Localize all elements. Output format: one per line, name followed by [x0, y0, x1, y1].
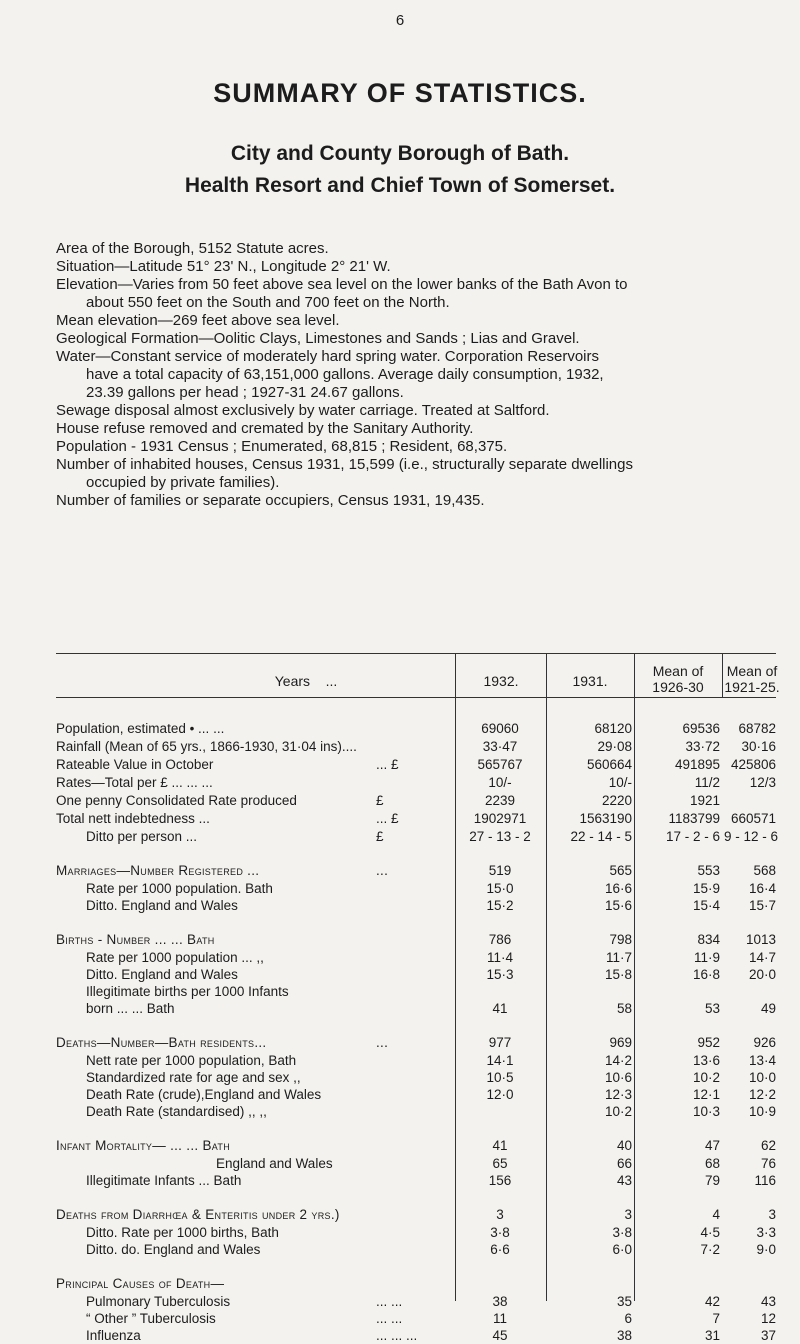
fact-line: occupied by private families).	[86, 474, 280, 491]
table-row	[56, 1207, 776, 1223]
cell-1931: 15·6	[604, 898, 632, 913]
row-label	[216, 1156, 333, 1172]
cell-mean-1921-25: 1013	[745, 932, 776, 947]
row-label	[86, 1173, 241, 1189]
table-row	[56, 1276, 776, 1292]
row-label	[86, 950, 264, 966]
row-label-text: Illegitimate Infants ... Bath	[86, 1173, 242, 1188]
cell-mean-1926-30: 79	[704, 1173, 720, 1188]
subtitle-health-resort: Health Resort and Chief Town of Somerset.	[184, 174, 616, 197]
cell-mean-1926-30: 834	[697, 932, 720, 947]
cell-mean-1921-25: 76	[760, 1156, 776, 1171]
row-label-unit: ... ... ...	[376, 1328, 418, 1343]
cell-1931: 68120	[594, 721, 632, 736]
cell-1931: 38	[616, 1328, 632, 1343]
row-label-text: Deaths from Diarrhœa & Enteritis under 2 yrs.)	[56, 1207, 340, 1222]
fact-line: 23.39 gallons per head ; 1927-31 24.67 gallons.	[86, 384, 404, 401]
row-label-text: Deaths—Number—Bath residents...	[56, 1035, 267, 1050]
table-row	[56, 739, 776, 755]
row-label-text: Pulmonary Tuberculosis	[86, 1294, 231, 1309]
table-row	[56, 1311, 776, 1327]
row-label-unit: ... ...	[376, 1294, 403, 1309]
row-label-unit: ...	[376, 1035, 389, 1050]
cell-mean-1921-25: 30·16	[741, 739, 776, 754]
table-row	[56, 863, 776, 879]
cell-mean-1926-30: 53	[704, 1001, 720, 1016]
fact-line: Area of the Borough, 5152 Statute acres.	[56, 240, 329, 257]
cell-mean-1921-25: 12·2	[748, 1087, 776, 1102]
row-label	[86, 829, 384, 845]
cell-1932: 977	[488, 1035, 512, 1050]
fact-line: Number of families or separate occupiers, Census 1931, 19,435.	[56, 492, 485, 509]
cell-1931: 10·6	[604, 1070, 632, 1085]
row-label	[86, 898, 238, 914]
row-label	[86, 1070, 301, 1086]
cell-mean-1921-25: 926	[753, 1035, 776, 1050]
row-label-unit: ...	[376, 863, 389, 878]
cell-1932: 69060	[481, 721, 519, 736]
cell-mean-1926-30: 68	[704, 1156, 720, 1171]
cell-1932: 41	[492, 1001, 508, 1016]
header-1932: 1932.	[483, 673, 519, 689]
row-label-text: Rate per 1000 population ... ,,	[86, 950, 264, 965]
cell-mean-1926-30: 10·3	[692, 1104, 720, 1119]
row-label-text: Infant Mortality— ... ... Bath	[56, 1138, 231, 1153]
table-row	[56, 1242, 776, 1258]
cell-mean-1926-30: 47	[704, 1138, 720, 1153]
cell-1932: 786	[488, 932, 512, 947]
cell-1932: 45	[492, 1328, 508, 1343]
fact-line: Mean elevation—269 feet above sea level.	[56, 312, 340, 329]
row-label-text: Standardized rate for age and sex ,,	[86, 1070, 301, 1085]
fact-line: Situation—Latitude 51° 23' N., Longitude 2° 21' W.	[56, 258, 391, 275]
table-row	[56, 881, 776, 897]
fact-line: Sewage disposal almost exclusively by water carriage. Treated at Saltford.	[56, 402, 550, 419]
page-number: 6	[395, 12, 405, 29]
cell-mean-1921-25: 12/3	[749, 775, 776, 790]
row-label	[56, 739, 357, 755]
cell-mean-1926-30: 4	[712, 1207, 720, 1222]
row-label-text: “ Other ” Tuberculosis	[86, 1311, 216, 1326]
table-row	[56, 898, 776, 914]
cell-mean-1926-30: 10·2	[692, 1070, 720, 1085]
fact-line: Population - 1931 Census ; Enumerated, 68,815 ; Resident, 68,375.	[56, 438, 508, 455]
cell-mean-1921-25: 37	[760, 1328, 776, 1343]
cell-1931: 22 - 14 - 5	[570, 829, 632, 844]
header-mean-1921-25: Mean of 1921-25.	[724, 663, 780, 695]
cell-1932: 6·6	[490, 1242, 510, 1257]
cell-1932: 41	[492, 1138, 508, 1153]
general-facts	[56, 240, 776, 510]
row-label-text: Rates—Total per £ ... ... ...	[56, 775, 213, 790]
cell-1932: 156	[488, 1173, 512, 1188]
fact-line: about 550 feet on the South and 700 feet on the North.	[86, 294, 450, 311]
table-top-rule	[56, 653, 776, 654]
table-row	[56, 775, 776, 791]
cell-1932: 33·47	[482, 739, 518, 754]
cell-1931: 14·2	[604, 1053, 632, 1068]
table-row	[56, 1138, 776, 1154]
row-label-text: Principal Causes of Death—	[56, 1276, 225, 1291]
table-row	[56, 1328, 776, 1344]
row-label	[56, 1138, 230, 1154]
row-label-text: England and Wales	[216, 1156, 333, 1171]
row-label-unit: £	[376, 829, 384, 844]
row-label	[56, 775, 213, 791]
row-label	[86, 881, 273, 897]
row-label	[56, 932, 215, 948]
row-label-text: Rate per 1000 population. Bath	[86, 881, 273, 896]
cell-1932: 11·4	[486, 950, 514, 965]
cell-mean-1921-25: 68782	[738, 721, 776, 736]
cell-1932: 10/-	[488, 775, 512, 790]
row-label	[86, 1104, 267, 1120]
header-mean-1926-30: Mean of 1926-30	[652, 663, 704, 695]
cell-mean-1921-25: 10·9	[748, 1104, 776, 1119]
cell-mean-1921-25: 9 - 12 - 6	[724, 829, 779, 844]
table-row	[56, 1173, 776, 1189]
row-label	[56, 757, 399, 773]
cell-mean-1921-25: 3·3	[756, 1225, 776, 1240]
cell-mean-1926-30: 16·8	[692, 967, 720, 982]
cell-mean-1921-25: 10·0	[748, 1070, 776, 1085]
table-row	[56, 967, 776, 983]
row-label	[86, 984, 289, 1000]
cell-mean-1926-30: 33·72	[685, 739, 720, 754]
cell-mean-1921-25: 14·7	[748, 950, 776, 965]
cell-mean-1921-25: 3	[768, 1207, 776, 1222]
cell-1932: 27 - 13 - 2	[469, 829, 531, 844]
table-header-rule	[56, 697, 776, 698]
row-label	[86, 1311, 403, 1327]
cell-1932: 565767	[477, 757, 523, 772]
row-label	[56, 793, 384, 809]
row-label-text: Marriages—Number Registered ...	[56, 863, 260, 878]
cell-mean-1926-30: 11·9	[693, 950, 720, 965]
fact-line: House refuse removed and cremated by the Sanitary Authority.	[56, 420, 474, 437]
cell-1932: 10·5	[486, 1070, 514, 1085]
cell-mean-1921-25: 15·7	[748, 898, 776, 913]
row-label-text: born ... ... Bath	[86, 1001, 175, 1016]
row-label	[56, 1035, 389, 1051]
row-label-text: Ditto per person ...	[86, 829, 198, 844]
cell-1931: 11·7	[605, 950, 632, 965]
cell-mean-1921-25: 43	[760, 1294, 776, 1309]
row-label-text: Total nett indebtedness ...	[56, 811, 210, 826]
row-label-text: Death Rate (standardised) ,, ,,	[86, 1104, 267, 1119]
cell-1931: 66	[616, 1156, 632, 1171]
cell-1932: 38	[492, 1294, 508, 1309]
cell-1931: 560664	[586, 757, 632, 772]
cell-mean-1926-30: 17 - 2 - 6	[665, 829, 720, 844]
row-label	[86, 1328, 418, 1344]
row-label-text: Births - Number ... ... Bath	[56, 932, 215, 947]
fact-line: Water—Constant service of moderately hard spring water. Corporation Reservoirs	[56, 348, 600, 365]
cell-mean-1926-30: 42	[704, 1294, 720, 1309]
table-row	[56, 1225, 776, 1241]
cell-1931: 2220	[601, 793, 632, 808]
cell-1932: 15·2	[486, 898, 514, 913]
row-label	[86, 1225, 279, 1241]
cell-mean-1926-30: 11/2	[694, 775, 720, 790]
cell-mean-1926-30: 12·1	[692, 1087, 720, 1102]
row-label-unit: ... £	[376, 757, 399, 772]
cell-mean-1921-25: 12	[760, 1311, 776, 1326]
row-label	[86, 967, 238, 983]
fact-line: have a total capacity of 63,151,000 gallons. Average daily consumption, 1932,	[86, 366, 604, 383]
table-row	[56, 811, 776, 827]
cell-1931: 6·0	[612, 1242, 632, 1257]
cell-mean-1921-25: 568	[753, 863, 776, 878]
table-row	[56, 1087, 776, 1103]
row-label-text: Illegitimate births per 1000 Infants	[86, 984, 289, 999]
table-row	[56, 1156, 776, 1172]
header-1931: 1931.	[572, 673, 608, 689]
cell-1932: 15·3	[486, 967, 514, 982]
row-label-text: Influenza	[86, 1328, 141, 1343]
cell-1932: 65	[492, 1156, 508, 1171]
cell-mean-1921-25: 20·0	[748, 967, 776, 982]
cell-mean-1921-25: 660571	[730, 811, 776, 826]
cell-1931: 15·8	[604, 967, 632, 982]
table-row	[56, 757, 776, 773]
cell-1932: 1902971	[473, 811, 527, 826]
cell-mean-1926-30: 1183799	[668, 811, 720, 826]
cell-mean-1926-30: 31	[704, 1328, 720, 1343]
row-label-text: Population, estimated • ... ...	[56, 721, 225, 736]
cell-1931: 798	[609, 932, 632, 947]
row-label-text: One penny Consolidated Rate produced	[56, 793, 297, 808]
cell-1931: 58	[616, 1001, 632, 1016]
cell-1932: 3·8	[490, 1225, 510, 1240]
row-label	[86, 1242, 260, 1258]
row-label-unit: ... ...	[376, 1311, 403, 1326]
row-label	[56, 863, 389, 879]
row-label	[56, 721, 224, 737]
row-label-text: Ditto. England and Wales	[86, 967, 238, 982]
cell-1931: 10/-	[608, 775, 632, 790]
cell-mean-1921-25: 13·4	[748, 1053, 776, 1068]
row-label-unit: ... £	[376, 811, 399, 826]
cell-1931: 3	[624, 1207, 632, 1222]
cell-1931: 35	[616, 1294, 632, 1309]
cell-mean-1926-30: 7	[712, 1311, 720, 1326]
row-label	[86, 1053, 296, 1069]
cell-mean-1926-30: 13·6	[692, 1053, 720, 1068]
fact-line: Elevation—Varies from 50 feet above sea level on the lower banks of the Bath Avon to	[56, 276, 628, 293]
table-row	[56, 1294, 776, 1310]
row-label	[56, 1207, 340, 1223]
row-label	[86, 1294, 403, 1310]
table-row	[56, 1070, 776, 1086]
row-label	[56, 811, 399, 827]
row-label-text: Rateable Value in October	[56, 757, 214, 772]
row-label-text: Ditto. Rate per 1000 births, Bath	[86, 1225, 279, 1240]
page-title: SUMMARY OF STATISTICS.	[213, 78, 587, 108]
cell-mean-1921-25: 49	[760, 1001, 776, 1016]
header-years: Years ...	[274, 673, 338, 689]
cell-mean-1926-30: 7·2	[700, 1242, 720, 1257]
row-label-text: Death Rate (crude),England and Wales	[86, 1087, 322, 1102]
cell-1931: 10·2	[604, 1104, 632, 1119]
cell-mean-1921-25: 16·4	[748, 881, 776, 896]
cell-1931: 12·3	[604, 1087, 632, 1102]
cell-mean-1926-30: 1921	[689, 793, 720, 808]
row-label-text: Rainfall (Mean of 65 yrs., 1866-1930, 31·04 ins)....	[56, 739, 357, 754]
cell-1931: 29·08	[597, 739, 632, 754]
cell-mean-1926-30: 15·9	[692, 881, 720, 896]
cell-1931: 43	[616, 1173, 632, 1188]
cell-1931: 969	[609, 1035, 632, 1050]
subtitle-borough: City and County Borough of Bath.	[230, 142, 570, 165]
cell-mean-1921-25: 116	[754, 1173, 776, 1188]
row-label	[86, 1001, 175, 1017]
table-row	[56, 793, 776, 809]
fact-line: Geological Formation—Oolitic Clays, Limestones and Sands ; Lias and Gravel.	[56, 330, 580, 347]
cell-1932: 14·1	[486, 1053, 514, 1068]
table-row	[56, 721, 776, 737]
cell-mean-1926-30: 952	[697, 1035, 720, 1050]
cell-mean-1921-25: 62	[760, 1138, 776, 1153]
table-row	[56, 1053, 776, 1069]
cell-mean-1921-25: 9·0	[756, 1242, 776, 1257]
table-row	[56, 1001, 776, 1017]
cell-mean-1926-30: 4·5	[700, 1225, 720, 1240]
row-label-text: Ditto. do. England and Wales	[86, 1242, 261, 1257]
row-label-text: Ditto. England and Wales	[86, 898, 238, 913]
row-label	[86, 1087, 321, 1103]
cell-1931: 3·8	[612, 1225, 632, 1240]
cell-1931: 40	[616, 1138, 632, 1153]
table-row	[56, 984, 776, 1000]
table-row	[56, 950, 776, 966]
cell-1931: 16·6	[604, 881, 632, 896]
cell-mean-1926-30: 69536	[682, 721, 720, 736]
row-label	[56, 1276, 224, 1292]
cell-1931: 1563190	[579, 811, 632, 826]
row-label-text: Nett rate per 1000 population, Bath	[86, 1053, 297, 1068]
row-label-unit: £	[376, 793, 384, 808]
cell-1932: 2239	[484, 793, 516, 808]
cell-1932: 15·0	[486, 881, 514, 896]
cell-mean-1926-30: 15·4	[692, 898, 720, 913]
table-row	[56, 1035, 776, 1051]
table-row	[56, 1104, 776, 1120]
cell-mean-1926-30: 553	[697, 863, 720, 878]
cell-1932: 12·0	[486, 1087, 514, 1102]
table-row	[56, 932, 776, 948]
cell-1932: 3	[496, 1207, 504, 1222]
fact-line: Number of inhabited houses, Census 1931, 15,599 (i.e., structurally separate dwellings	[56, 456, 633, 473]
cell-mean-1926-30: 491895	[674, 757, 720, 772]
cell-mean-1921-25: 425806	[730, 757, 776, 772]
cell-1931: 6	[624, 1311, 632, 1326]
table-row	[56, 829, 779, 845]
cell-1932: 11	[492, 1311, 507, 1326]
cell-1932: 519	[488, 863, 512, 878]
cell-1931: 565	[609, 863, 632, 878]
